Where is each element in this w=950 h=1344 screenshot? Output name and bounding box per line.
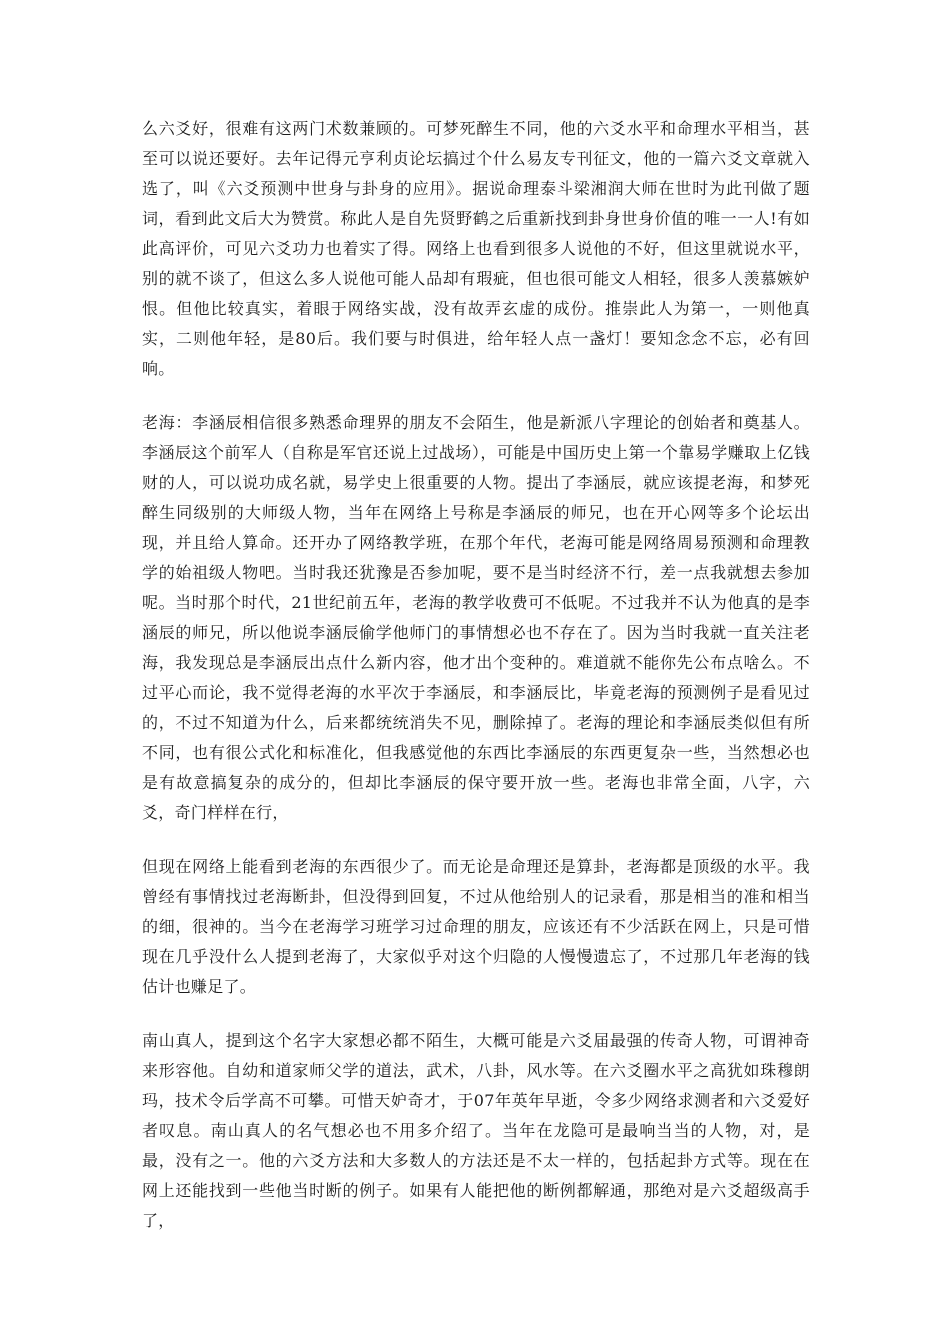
paragraph-laohai-now: 但现在网络上能看到老海的东西很少了。而无论是命理还是算卦，老海都是顶级的水平。我曾经有事情找过老海断卦，但没得到回复，不过从他给别人的记录看，那是相当的准和相当的细，很神的。当今在老海学习班学习过命理的朋友，应该还有不少活跃在网上，只是可惜现在几乎没什么人提到老海了，大家似乎对这个归隐的人慢慢遗忘了，不过那几年老海的钱估计也赚足了。 [142,857,810,996]
paragraph-laohai-intro: 老海：李涵辰相信很多熟悉命理界的朋友不会陌生，他是新派八字理论的创始者和奠基人。李涵辰这个前军人（自称是军官还说上过战场），可能是中国历史上第一个靠易学赚取上亿钱财的人，可以说功成名就，易学史上很重要的人物。提出了李涵辰，就应该提老海，和梦死醉生同级别的大师级人物，当年在网络上号称是李涵辰的师兄，也在开心网等多个论坛出现，并且给人算命。还开办了网络教学班，在那个年代，老海可能是网络周易预测和命理教学的始祖级人物吧。当时我还犹豫是否参加呢，要不是当时经济不行，差一点我就想去参加呢。当时那个时代，21世纪前五年，老海的教学收费可不低呢。不过我并不认为他真的是李涵辰的师兄，所以他说李涵辰偷学他师门的事情想必也不存在了。因为当时我就一直关注老海，我发现总是李涵辰出点什么新内容，他才出个变种的。难道就不能你先公布点啥么。不过平心而论，我不觉得老海的水平次于李涵辰，和李涵辰比，毕竟老海的预测例子是看见过的，不过不知道为什么，后来都统统消失不见，删除掉了。老海的理论和李涵辰类似但有所不同，也有很公式化和标准化，但我感觉他的东西比李涵辰的东西更复杂一些，当然想必也是有故意搞复杂的成分的，但却比李涵辰的保守要开放一些。老海也非常全面，八字，六爻，奇门样样在行， [142,413,810,822]
paragraph-liuyao-mengsi: 么六爻好，很难有这两门术数兼顾的。可梦死醉生不同，他的六爻水平和命理水平相当，甚至可以说还要好。去年记得元亨利贞论坛搞过个什么易友专刊征文，他的一篇六爻文章就入选了，叫《六爻预测中世身与卦身的应用》。据说命理泰斗梁湘润大师在世时为此刊做了题词，看到此文后大为赞赏。称此人是自先贤野鹤之后重新找到卦身世身价值的唯一一人!有如此高评价，可见六爻功力也着实了得。网络上也看到很多人说他的不好，但这里就说水平，别的就不谈了，但这么多人说他可能人品却有瑕疵，但也很可能文人相轻，很多人羡慕嫉妒恨。但他比较真实，着眼于网络实战，没有故弄玄虚的成份。推崇此人为第一，一则他真实，二则他年轻，是80后。我们要与时俱进，给年轻人点一盏灯！要知念念不忘，必有回响。 [142,119,810,378]
paragraph-nanshan: 南山真人，提到这个名字大家想必都不陌生，大概可能是六爻届最强的传奇人物，可谓神奇来形容他。自幼和道家师父学的道法，武术，八卦，风水等。在六爻圈水平之高犹如珠穆朗玛，技术令后学高不可攀。可惜天妒奇才，于07年英年早逝，令多少网络求测者和六爻爱好者叹息。南山真人的名气想必也不用多介绍了。当年在龙隐可是最响当当的人物，对，是最，没有之一。他的六爻方法和大多数人的方法还是不太一样的，包括起卦方式等。现在在网上还能找到一些他当时断的例子。如果有人能把他的断例都解通，那绝对是六爻超级高手了， [142,1031,810,1230]
document-body [142,114,810,1260]
